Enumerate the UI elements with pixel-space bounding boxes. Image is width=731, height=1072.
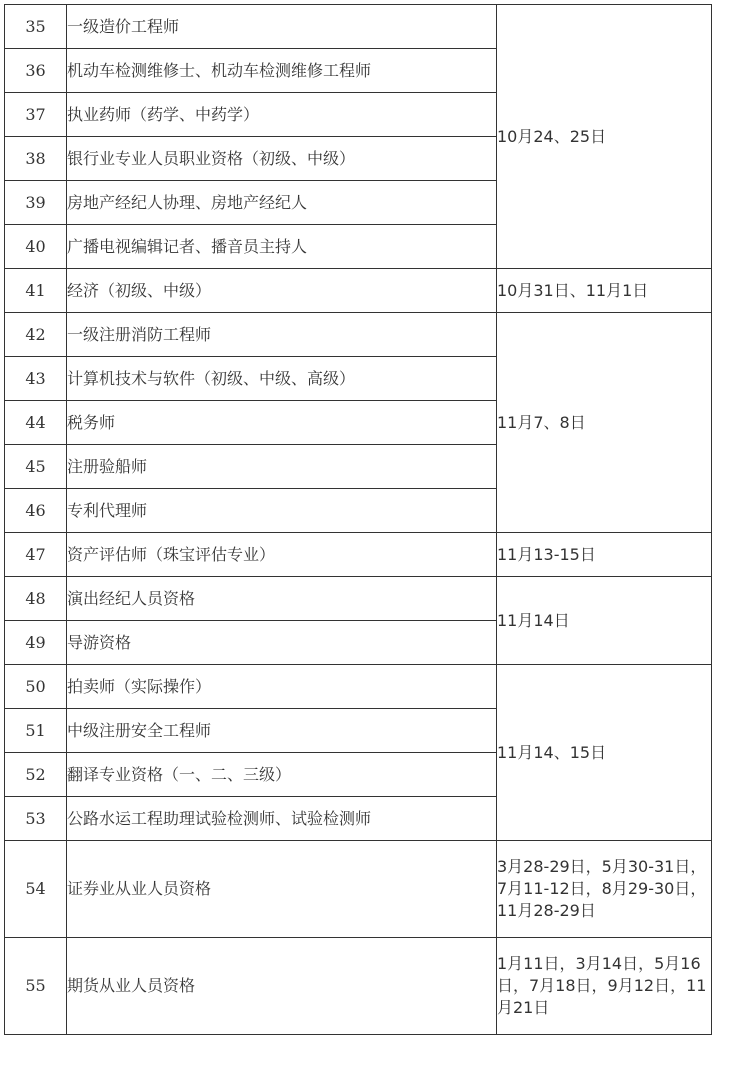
row-number: 40 [5, 225, 67, 269]
row-number: 49 [5, 621, 67, 665]
exam-name: 拍卖师（实际操作） [67, 665, 497, 709]
row-number: 45 [5, 445, 67, 489]
exam-name: 翻译专业资格（一、二、三级） [67, 753, 497, 797]
exam-date: 11月7、8日 [497, 313, 712, 533]
exam-name: 专利代理师 [67, 489, 497, 533]
row-number: 52 [5, 753, 67, 797]
exam-name: 经济（初级、中级） [67, 269, 497, 313]
row-number: 48 [5, 577, 67, 621]
table-row [5, 841, 712, 938]
row-number: 44 [5, 401, 67, 445]
row-number: 46 [5, 489, 67, 533]
row-number: 35 [5, 5, 67, 49]
table-row [5, 533, 712, 577]
row-number: 53 [5, 797, 67, 841]
exam-name: 注册验船师 [67, 445, 497, 489]
exam-date: 10月31日、11月1日 [497, 269, 712, 313]
row-number: 51 [5, 709, 67, 753]
exam-name: 导游资格 [67, 621, 497, 665]
row-number: 41 [5, 269, 67, 313]
row-number: 39 [5, 181, 67, 225]
exam-name: 税务师 [67, 401, 497, 445]
exam-name: 公路水运工程助理试验检测师、试验检测师 [67, 797, 497, 841]
exam-date: 1月11日，3月14日，5月16日，7月18日，9月12日，11月21日 [497, 938, 712, 1035]
table-row [5, 313, 712, 357]
table-row [5, 5, 712, 49]
exam-name: 计算机技术与软件（初级、中级、高级） [67, 357, 497, 401]
row-number: 55 [5, 938, 67, 1035]
exam-date: 11月14、15日 [497, 665, 712, 841]
exam-name: 证券业从业人员资格 [67, 841, 497, 938]
row-number: 38 [5, 137, 67, 181]
exam-name: 一级注册消防工程师 [67, 313, 497, 357]
table-row [5, 269, 712, 313]
row-number: 43 [5, 357, 67, 401]
table-row [5, 938, 712, 1035]
exam-date: 10月24、25日 [497, 5, 712, 269]
exam-name: 资产评估师（珠宝评估专业） [67, 533, 497, 577]
exam-name: 演出经纪人员资格 [67, 577, 497, 621]
row-number: 50 [5, 665, 67, 709]
exam-date: 3月28-29日，5月30-31日，7月11-12日，8月29-30日，11月28-29日 [497, 841, 712, 938]
exam-name: 中级注册安全工程师 [67, 709, 497, 753]
exam-name: 房地产经纪人协理、房地产经纪人 [67, 181, 497, 225]
table-row [5, 577, 712, 621]
row-number: 47 [5, 533, 67, 577]
exam-name: 银行业专业人员职业资格（初级、中级） [67, 137, 497, 181]
exam-name: 执业药师（药学、中药学） [67, 93, 497, 137]
exam-name: 期货从业人员资格 [67, 938, 497, 1035]
table-row [5, 665, 712, 709]
exam-name: 机动车检测维修士、机动车检测维修工程师 [67, 49, 497, 93]
exam-schedule-table [4, 4, 712, 1035]
row-number: 42 [5, 313, 67, 357]
exam-name: 一级造价工程师 [67, 5, 497, 49]
row-number: 54 [5, 841, 67, 938]
row-number: 36 [5, 49, 67, 93]
exam-date: 11月14日 [497, 577, 712, 665]
row-number: 37 [5, 93, 67, 137]
exam-date: 11月13-15日 [497, 533, 712, 577]
exam-name: 广播电视编辑记者、播音员主持人 [67, 225, 497, 269]
